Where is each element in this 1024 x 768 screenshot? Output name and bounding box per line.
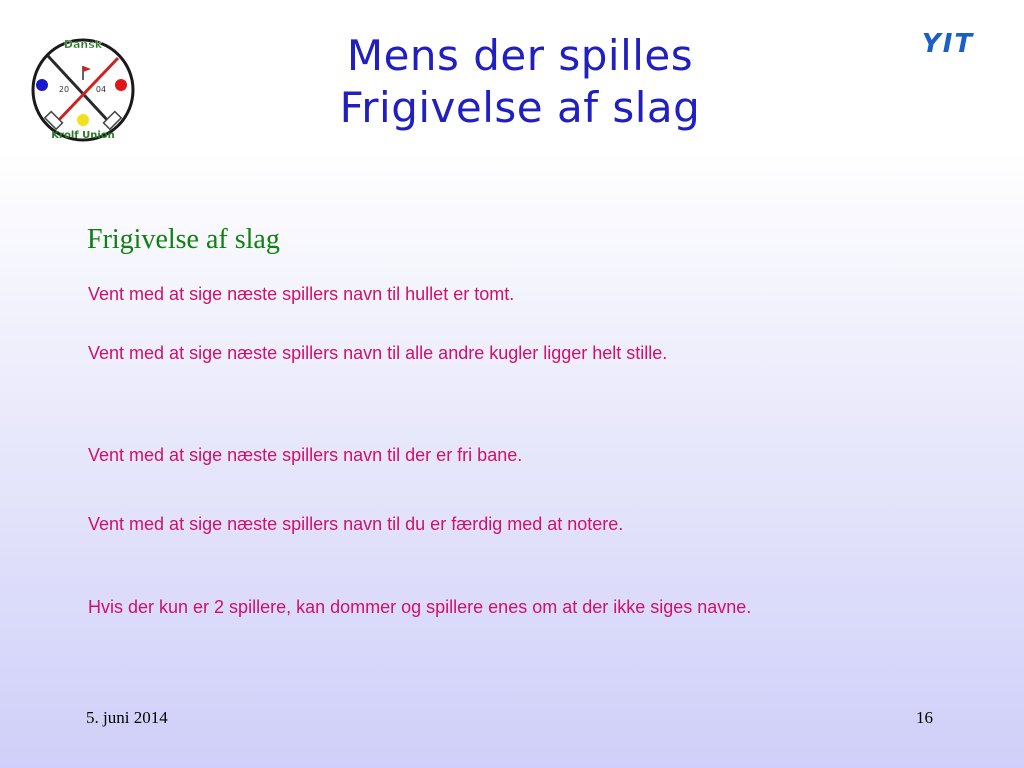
yit-logo xyxy=(908,30,988,58)
body-paragraph-5: Hvis der kun er 2 spillere, kan dommer og spillere enes om at der ikke siges navne. xyxy=(88,597,752,617)
section-subheading: Frigivelse af slag xyxy=(87,224,280,255)
yit-logo-text: YIT xyxy=(921,30,975,58)
body-paragraph-4: Vent med at sige næste spillers navn til du er færdig med at notere. xyxy=(88,514,624,534)
slide-title-line-2: Frigivelse af slag xyxy=(339,83,701,132)
logo-bottom-text: Krolf Union xyxy=(51,130,115,141)
body-paragraph-1: Vent med at sige næste spillers navn til hullet er tomt. xyxy=(88,284,515,304)
logo-year-left: 20 xyxy=(58,85,70,94)
footer-page-number: 16 xyxy=(916,708,933,727)
footer-date: 5. juni 2014 xyxy=(86,708,168,727)
body-paragraph-2: Vent med at sige næste spillers navn til alle andre kugler ligger helt stille. xyxy=(88,343,668,363)
logo-top-text: Dansk xyxy=(63,38,103,51)
slide-title xyxy=(200,30,840,134)
logo-year-right: 04 xyxy=(95,85,107,94)
slide-title-line-1: Mens der spilles xyxy=(346,31,694,80)
body-paragraph-3: Vent med at sige næste spillers navn til der er fri bane. xyxy=(88,445,523,465)
dansk-krolf-union-logo xyxy=(24,28,142,152)
